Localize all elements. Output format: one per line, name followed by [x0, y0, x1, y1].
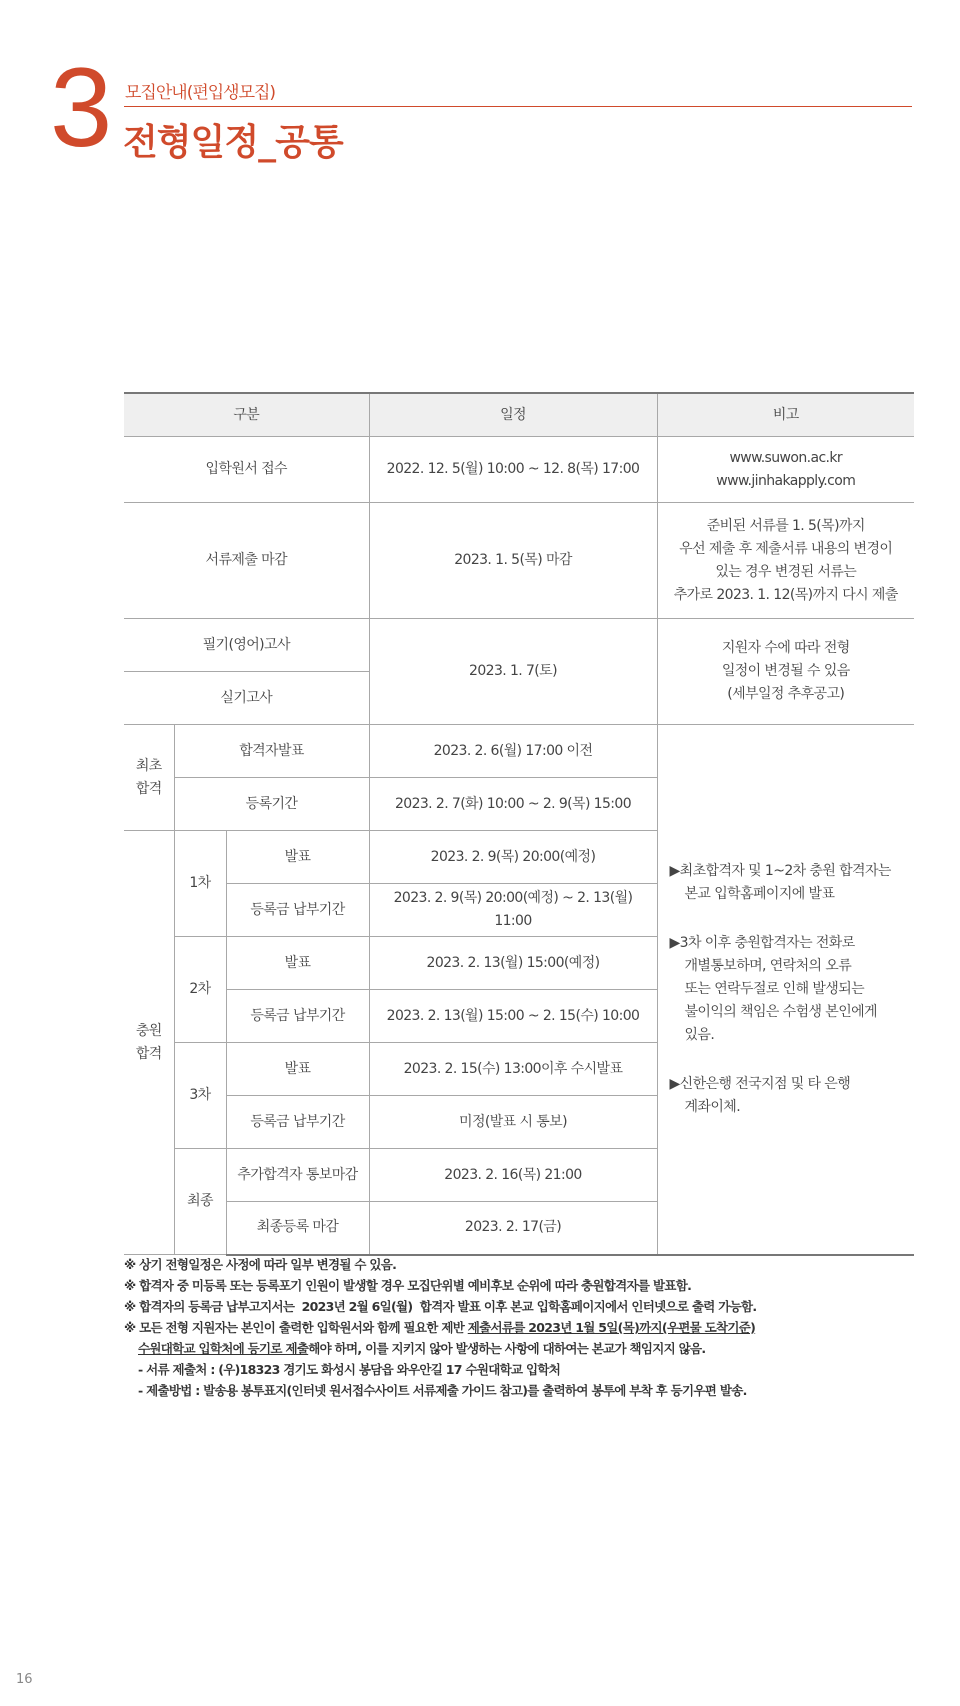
round1-announce-label: 발표 — [226, 831, 369, 884]
page-number: 16 — [16, 1672, 33, 1687]
footnote-part: ※ 모든 전형 지원자는 본인이 출력한 입학원서와 함께 필요한 제반 — [124, 1320, 468, 1335]
exam-date: 2023. 1. 7(토) — [369, 619, 657, 725]
footnote: ※ 합격자 중 미등록 또는 등록포기 인원이 발생할 경우 모집단위별 예비후보 순위에 따라 충원합격자를 발표함. — [124, 1278, 692, 1293]
initial-group-label: 최초 합격 — [124, 725, 174, 831]
side-note-block — [670, 1073, 901, 1119]
side-note-line: ▶신한은행 전국지점 및 타 은행 — [669, 1075, 851, 1092]
side-note-line: 본교 입학홈페이지에 발표 — [684, 885, 835, 902]
final-notice-label: 추가합격자 통보마감 — [226, 1149, 369, 1202]
application-note-line: www.suwon.ac.kr — [729, 449, 843, 466]
exam-note — [657, 619, 914, 725]
round3-label: 3차 — [174, 1043, 226, 1149]
column-header-category: 구분 — [124, 393, 369, 437]
final-reg-label: 최종등록 마감 — [226, 1202, 369, 1255]
side-note-line: 개별통보하며, 연락처의 오류 — [684, 957, 852, 974]
exam-note-line: 지원자 수에 따라 전형 — [721, 640, 850, 656]
documents-note-line: 준비된 서류를 1. 5(목)까지 — [706, 517, 865, 534]
column-header-schedule: 일정 — [369, 393, 657, 437]
footnote-part: 해야 하며, 이를 지키지 않아 발생하는 사항에 대하여는 본교가 책임지지 않음. — [308, 1341, 706, 1356]
round1-label: 1차 — [174, 831, 226, 937]
round2-announce-label: 발표 — [226, 937, 369, 990]
footnote: ※ 상기 전형일정은 사정에 따라 일부 변경될 수 있음. — [124, 1257, 397, 1272]
documents-date: 2023. 1. 5(목) 마감 — [369, 503, 657, 619]
exam-note-line: (세부일정 추후공고) — [727, 686, 845, 702]
section-number: 3 — [50, 45, 113, 170]
side-note-block — [670, 932, 901, 1047]
footnote: ※ 합격자의 등록금 납부고지서는 2023년 2월 6일(월) 합격자 발표 이후 본교 입학홈페이지에서 인터넷으로 출력 가능함. — [124, 1299, 757, 1314]
final-label: 최종 — [174, 1149, 226, 1255]
table-row — [124, 725, 914, 778]
documents-note-line: 있는 경우 변경된 서류는 — [715, 563, 857, 580]
schedule-table — [124, 392, 914, 1256]
page-title: 전형일정_공통 — [123, 122, 343, 163]
round3-pay-label: 등록금 납부기간 — [226, 1096, 369, 1149]
documents-label: 서류제출 마감 — [124, 503, 369, 619]
footnote-emphasis: 수원대학교 입학처에 등기로 제출 — [138, 1341, 309, 1356]
side-note-line: 불이익의 책임은 수험생 본인에게 — [684, 1003, 877, 1020]
round1-announce-date: 2023. 2. 9(목) 20:00(예정) — [369, 831, 657, 884]
written-exam-label: 필기(영어)고사 — [124, 619, 369, 672]
round3-announce-label: 발표 — [226, 1043, 369, 1096]
additional-group-label: 충원 합격 — [124, 831, 174, 1255]
exam-note-line: 일정이 변경될 수 있음 — [721, 663, 850, 679]
side-note-line: ▶3차 이후 충원합격자는 전화로 — [669, 934, 855, 951]
documents-note-line: 추가로 2023. 1. 12(목)까지 다시 제출 — [673, 586, 898, 603]
footnote — [124, 1317, 924, 1338]
documents-note-line: 우선 제출 후 제출서류 내용의 변경이 — [679, 540, 893, 557]
footnote: - 서류 제출처 : (우)18323 경기도 화성시 봉담읍 와우안길 17 수원대학교 입학처 — [138, 1362, 561, 1377]
footnotes — [124, 1254, 924, 1401]
section-subtitle: 모집안내(편입생모집) — [125, 83, 276, 103]
initial-announce-date: 2023. 2. 6(월) 17:00 이전 — [369, 725, 657, 778]
footnote — [124, 1338, 924, 1359]
final-notice-date: 2023. 2. 16(목) 21:00 — [369, 1149, 657, 1202]
final-reg-date: 2023. 2. 17(금) — [369, 1202, 657, 1255]
side-note-line: 계좌이체. — [684, 1098, 741, 1115]
round1-pay-date: 2023. 2. 9(목) 20:00(예정) ~ 2. 13(월) 11:00 — [369, 884, 657, 937]
initial-register-label: 등록기간 — [174, 778, 369, 831]
documents-note — [657, 503, 914, 619]
column-header-remarks: 비고 — [657, 393, 914, 437]
round3-pay-date: 미정(발표 시 통보) — [369, 1096, 657, 1149]
application-note — [657, 437, 914, 503]
application-note-line: www.jinhakapply.com — [716, 472, 856, 489]
side-note-line: 또는 연락두절로 인해 발생되는 — [684, 980, 865, 997]
table-row — [124, 437, 914, 503]
round2-pay-label: 등록금 납부기간 — [226, 990, 369, 1043]
header-divider — [124, 106, 912, 107]
table-row — [124, 619, 914, 672]
table-header-row — [124, 393, 914, 437]
side-note-line: 있음. — [684, 1026, 715, 1043]
round2-label: 2차 — [174, 937, 226, 1043]
footnote: - 제출방법 : 발송용 봉투표지(인터넷 원서접수사이트 서류제출 가이드 참고)를 출력하여 봉투에 부착 후 등기우편 발송. — [138, 1383, 747, 1398]
round2-pay-date: 2023. 2. 13(월) 15:00 ~ 2. 15(수) 10:00 — [369, 990, 657, 1043]
initial-register-date: 2023. 2. 7(화) 10:00 ~ 2. 9(목) 15:00 — [369, 778, 657, 831]
side-note-block — [670, 860, 901, 906]
round1-pay-label: 등록금 납부기간 — [226, 884, 369, 937]
application-label: 입학원서 접수 — [124, 437, 369, 503]
practical-exam-label: 실기고사 — [124, 672, 369, 725]
round2-announce-date: 2023. 2. 13(월) 15:00(예정) — [369, 937, 657, 990]
table-row — [124, 503, 914, 619]
side-notes — [657, 725, 914, 1255]
application-date: 2022. 12. 5(월) 10:00 ~ 12. 8(목) 17:00 — [369, 437, 657, 503]
initial-announce-label: 합격자발표 — [174, 725, 369, 778]
footnote-emphasis: 제출서류를 2023년 1월 5일(목)까지(우편물 도착기준) — [467, 1320, 756, 1335]
round3-announce-date: 2023. 2. 15(수) 13:00이후 수시발표 — [369, 1043, 657, 1096]
side-note-line: ▶최초합격자 및 1~2차 충원 합격자는 — [669, 862, 891, 879]
